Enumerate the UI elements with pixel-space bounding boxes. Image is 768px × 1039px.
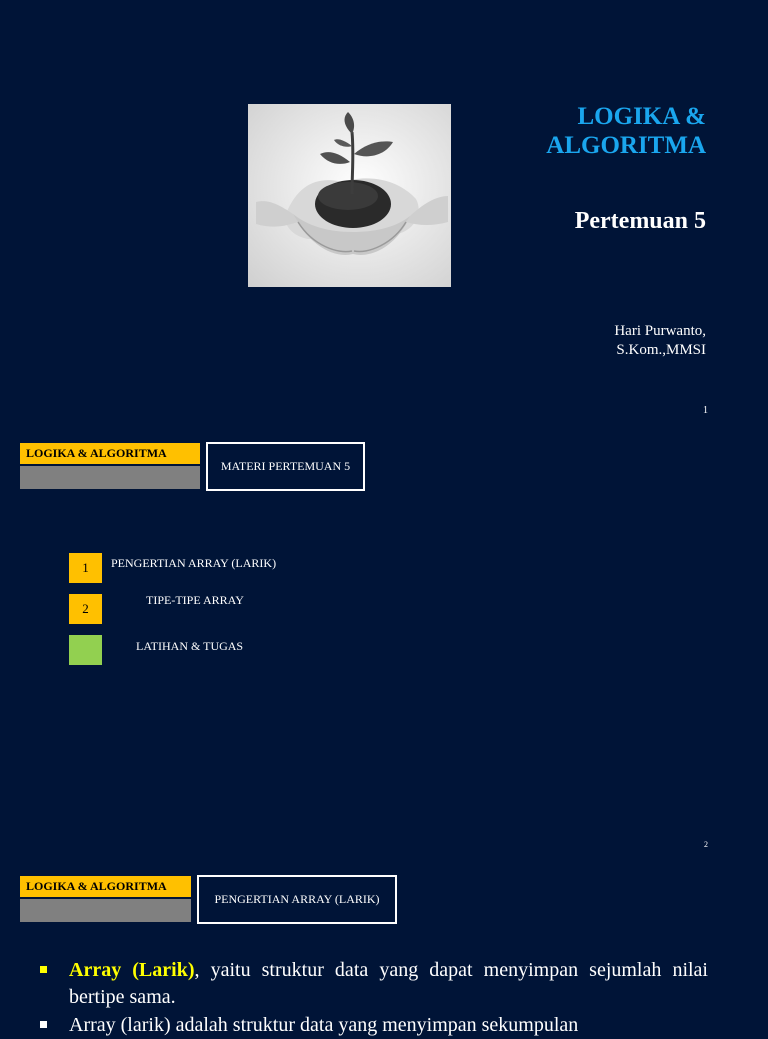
agenda-item-3: LATIHAN & TUGAS <box>136 639 244 653</box>
slide-3-header-label: LOGIKA & ALGORITMA <box>20 876 191 897</box>
plant-in-hands-icon <box>248 104 451 287</box>
agenda-item-1: PENGERTIAN ARRAY (LARIK) <box>111 556 277 570</box>
hero-photo-plant-in-hands <box>248 104 451 287</box>
bullet-item-1 <box>40 957 708 1011</box>
slide-2-section-title-text: MATERI PERTEMUAN 5 <box>220 459 351 473</box>
bullet-2-text: Array (larik) adalah struktur data yang menyimpan sekumpulan <box>69 1014 579 1036</box>
agenda-item-2: TIPE-TIPE ARRAY <box>146 593 244 607</box>
agenda-number-2 <box>69 594 102 624</box>
agenda-number-1 <box>69 553 102 583</box>
bullet-1-term: Array (Larik) <box>69 959 195 981</box>
author-name <box>506 322 706 360</box>
slide-3-header-grey-bar <box>20 899 191 922</box>
slide-2-header-grey-bar <box>20 466 200 489</box>
author-line-1: Hari Purwanto, <box>614 323 706 339</box>
slide-2-section-title <box>206 442 365 491</box>
agenda-number-2-text: 2 <box>82 601 89 616</box>
author-line-2: S.Kom.,MMSI <box>616 342 706 358</box>
bullet-square-icon <box>40 966 47 973</box>
slide-3-bullet-list <box>40 957 708 1039</box>
slide-2-header-label: LOGIKA & ALGORITMA <box>20 443 200 464</box>
bullet-square-icon <box>40 1021 47 1028</box>
bullet-item-2 <box>40 1012 708 1039</box>
agenda-number-3 <box>69 635 102 665</box>
agenda-number-1-text: 1 <box>82 560 89 575</box>
presentation-subtitle: Pertemuan 5 <box>574 208 706 234</box>
bullet-1-text: , yaitu struktur data yang dapat menyimpan sejumlah nilai bertipe sama. <box>69 959 708 1008</box>
slide-2-page-number: 2 <box>704 840 708 849</box>
presentation-title: LOGIKA & ALGORITMA <box>546 103 706 159</box>
slide-3-section-title <box>197 875 397 924</box>
slide-3-section-title-text: PENGERTIAN ARRAY (LARIK) <box>214 892 380 906</box>
slide-1-page-number: 1 <box>703 405 708 416</box>
